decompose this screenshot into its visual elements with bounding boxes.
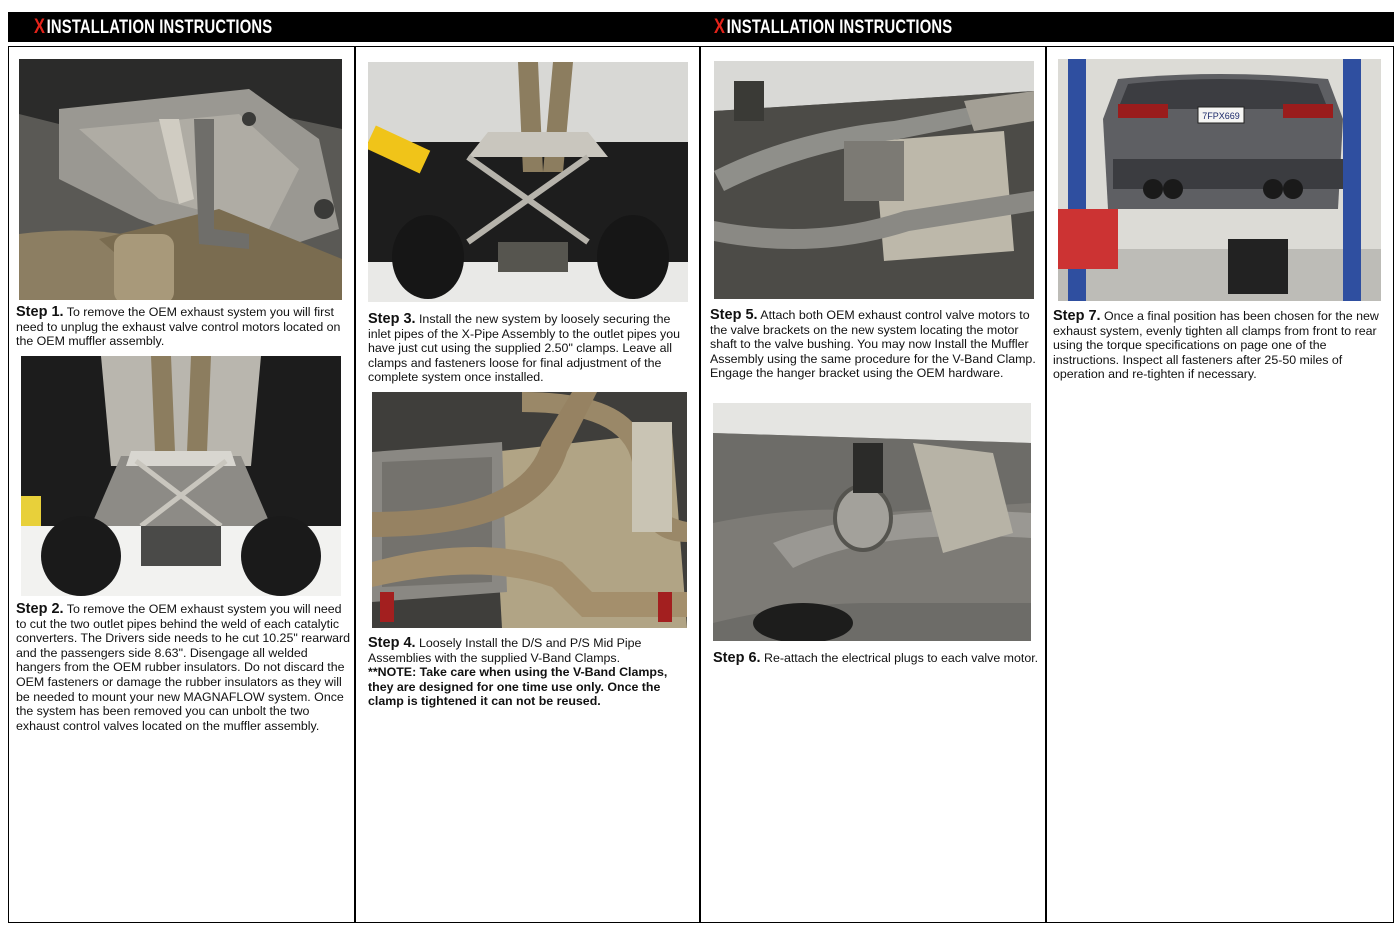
step7-photo — [1058, 59, 1381, 301]
step3-photo — [368, 62, 688, 302]
column-divider — [1045, 46, 1047, 923]
step-1: Step 1. To remove the OEM exhaust system you will first need to unplug the exhaust valve control motors located on the OEM muffler assembly. — [16, 304, 341, 349]
step-7: Step 7. Once a final position has been chosen for the new exhaust system, evenly tighten all clamps from front to rear using the torque specifications on page one of the instructions. Inspect all fasteners after 25-50 miles of operation and re-tighten if necessary. — [1053, 308, 1379, 382]
step6-photo — [713, 403, 1031, 641]
license-plate-text: 7FPX669 — [1202, 111, 1240, 121]
magnaflow-x-logo: X — [714, 15, 726, 38]
step-3: Step 3. Install the new system by loosely securing the inlet pipes of the X-Pipe Assembly to the outlet pipes you have just cut using the supplied 2.50" clamps. Leave all clamps and fasteners loose for final adjustment of the complete system once installed. — [368, 311, 681, 385]
column-divider — [354, 46, 356, 923]
magnaflow-x-logo: X — [34, 15, 46, 38]
header-title-left: XINSTALLATION INSTRUCTIONS — [34, 15, 273, 38]
step5-photo — [714, 61, 1034, 299]
column-divider — [699, 46, 701, 923]
header-bar — [8, 12, 1394, 42]
step4-photo — [372, 392, 687, 628]
step-2: Step 2. To remove the OEM exhaust system you will need to cut the two outlet pipes behind the weld of each catalytic converters. The Drivers side needs to he cut 10.25" rearward and the passengers side 8.63". Disengage all welded hangers from the OEM rubber insulators. Do not discard the OEM fasteners or damage the rubber insulators as they will be needed to mount your new MAGNAFLOW system. Once the system has been removed you can unbolt the two exhaust control valves located on the muffler assembly. — [16, 601, 351, 733]
step1-photo — [19, 59, 342, 300]
step-6: Step 6. Re-attach the electrical plugs to each valve motor. — [713, 650, 1039, 666]
step-4: Step 4. Loosely Install the D/S and P/S Mid Pipe Assemblies with the supplied V-Band Clamps. **NOTE: Take care when using the V-Band Clamps, they are designed for one time use only. Once the clamp is tightened it can not be reused. — [368, 635, 668, 709]
header-title-right: XINSTALLATION INSTRUCTIONS — [714, 15, 953, 38]
step2-photo — [21, 356, 341, 596]
step-5: Step 5. Attach both OEM exhaust control valve motors to the valve brackets on the new system locating the motor shaft to the valve bushing. You may now Install the Muffler Assembly using the same procedure for the V-Band Clamp. Engage the hanger bracket using the OEM hardware. — [710, 307, 1036, 381]
